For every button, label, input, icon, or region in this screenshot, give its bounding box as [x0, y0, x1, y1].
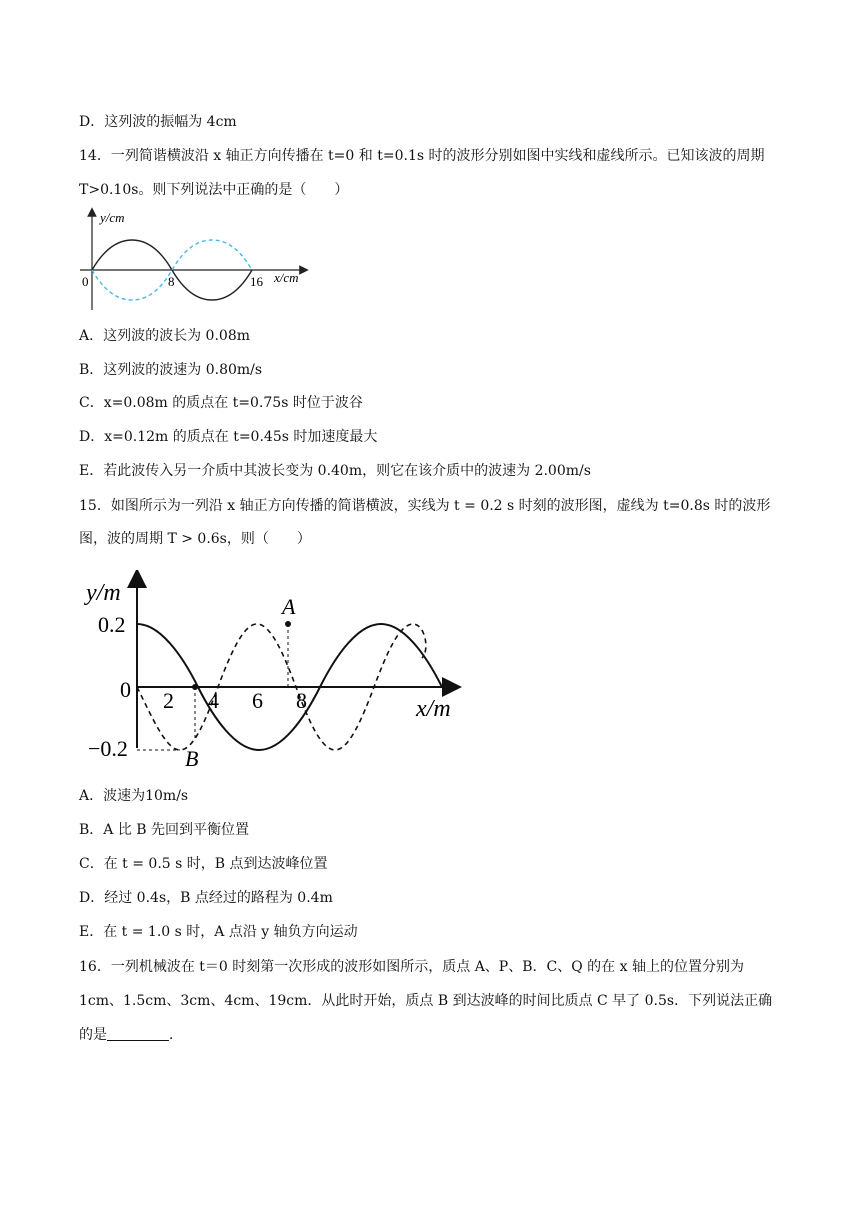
q14-tick-16: 16 [250, 274, 263, 289]
q15-wave-figure [80, 570, 470, 770]
q15-tick-6: 6 [252, 688, 263, 713]
q15-origin-label: 0 [120, 677, 131, 702]
q15-point-b [192, 684, 198, 690]
q15-y-pos-label: 0.2 [98, 612, 126, 637]
q15-stem-line1: 15．如图所示为一列沿 x 轴正方向传播的简谐横波，实线为 t = 0.2 s 时刻的波形图，虚线为 t=0.8s 时的波形 [79, 498, 771, 514]
q16-stem-line3 [79, 1025, 183, 1045]
q16-line3-prefix: 的是 [79, 1027, 107, 1043]
q15-option-e: E．在 t = 1.0 s 时，A 点沿 y 轴负方向运动 [79, 924, 358, 940]
q15-option-c: C．在 t = 0.5 s 时，B 点到达波峰位置 [79, 856, 328, 872]
q14-stem-line2: T>0.10s。则下列说法中正确的是（ ） [79, 182, 349, 198]
q14-tick-8: 8 [168, 274, 175, 289]
q14-option-e: E．若此波传入另一介质中其波长变为 0.40m，则它在该介质中的波速为 2.00m/s [79, 463, 591, 479]
q14-option-c: C．x=0.08m 的质点在 t=0.75s 时位于波谷 [79, 395, 363, 411]
q16-answer-blank[interactable] [107, 1026, 169, 1041]
q15-y-label: y/m [86, 580, 121, 606]
q14-option-d: D．x=0.12m 的质点在 t=0.45s 时加速度最大 [79, 429, 378, 445]
q14-stem-line1: 14．一列简谐横波沿 x 轴正方向传播在 t=0 和 t=0.1s 时的波形分别如图中实线和虚线所示。已知该波的周期 [79, 148, 765, 164]
q14-origin-label: 0 [82, 274, 89, 289]
q14-option-b: B．这列波的波速为 0.80m/s [79, 362, 263, 378]
q15-stem-line2: 图，波的周期 T > 0.6s，则（ ） [79, 531, 311, 547]
q16-line3-suffix: ． [169, 1027, 183, 1043]
q15-tick-8: 8 [296, 688, 307, 713]
q15-tick-4: 4 [208, 688, 219, 713]
q14-option-a: A．这列波的波长为 0.08m [79, 328, 251, 344]
q14-wave-figure [76, 206, 316, 316]
q16-stem-line1: 16．一列机械波在 t＝0 时刻第一次形成的波形如图所示，质点 A、P、B．C、Q 的在 x 轴上的位置分别为 [79, 959, 744, 975]
q13-option-d: D．这列波的振幅为 4cm [79, 114, 237, 130]
q15-option-d: D．经过 0.4s，B 点经过的路程为 0.4m [79, 890, 333, 906]
q15-x-label: x/m [416, 696, 451, 722]
q15-option-a: A．波速为10m/s [79, 788, 189, 804]
q15-point-a [285, 621, 291, 627]
q16-stem-line2: 1cm、1.5cm、3cm、4cm、19cm．从此时开始，质点 B 到达波峰的时间比质点 C 早了 0.5s．下列说法正确 [79, 993, 773, 1009]
q14-x-label: x/cm [274, 270, 299, 285]
q15-label-b: B [185, 746, 199, 770]
q14-y-label: y/cm [100, 210, 125, 225]
q15-y-neg-label: −0.2 [88, 736, 128, 761]
q15-tick-2: 2 [163, 688, 174, 713]
q15-label-a: A [282, 594, 296, 619]
q15-option-b: B．A 比 B 先回到平衡位置 [79, 822, 250, 838]
